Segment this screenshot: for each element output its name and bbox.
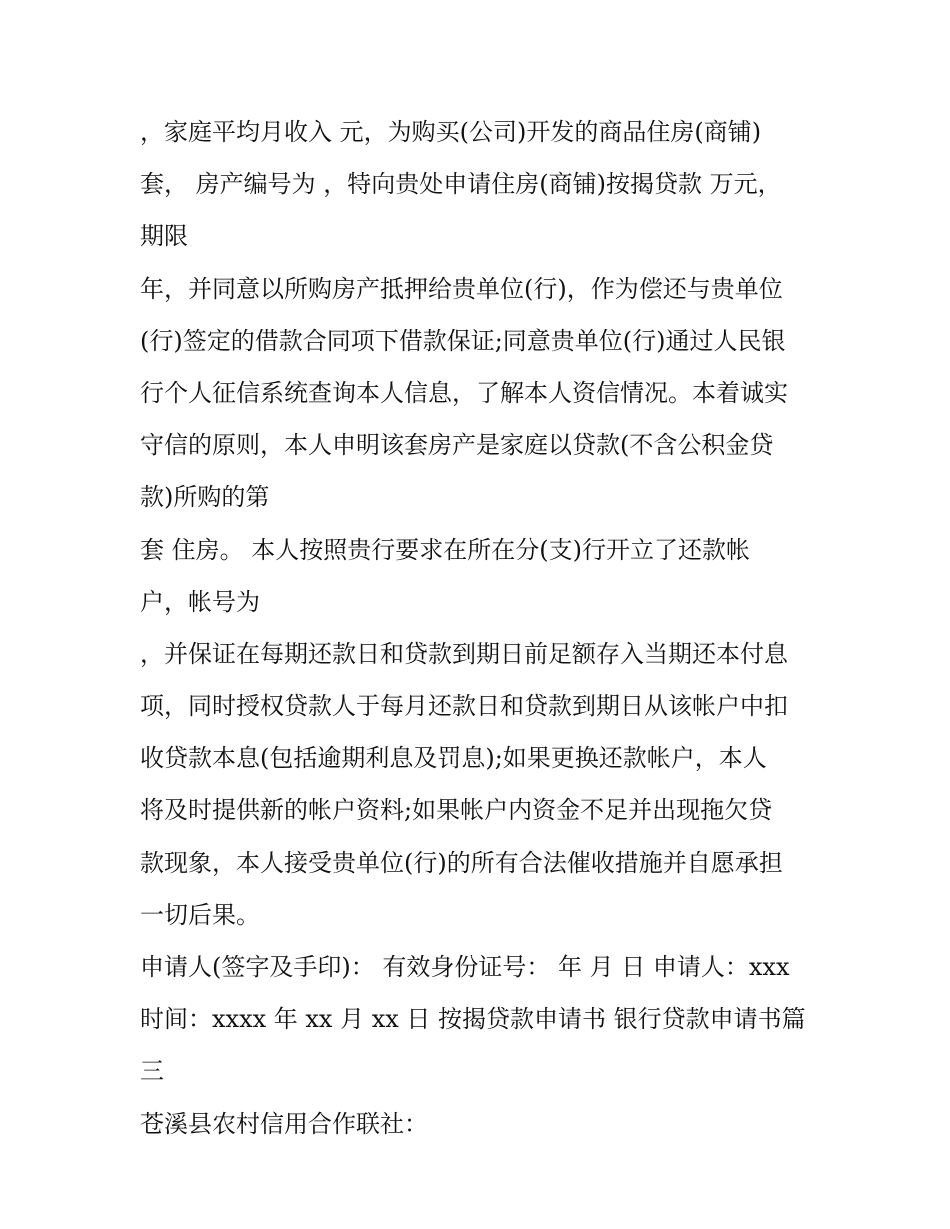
section-number: 三	[140, 1057, 164, 1086]
addressee: 苍溪县农村信用合作联社：	[140, 1109, 428, 1138]
date-title-line: 时间：xxxx 年 xx 月 xx 日 按揭贷款申请书 银行贷款申请书篇	[140, 1005, 806, 1034]
text-line: 期限	[140, 222, 188, 251]
text-line: (行)签定的借款合同项下借款保证;同意贵单位(行)通过人民银	[140, 326, 786, 355]
text-line: ，家庭平均月收入 元，为购买(公司)开发的商品住房(商铺)	[140, 118, 762, 146]
text-line: 项，同时授权贷款人于每月还款日和贷款到期日从该帐户中扣	[140, 692, 788, 721]
applicant-signature-line: 申请人(签字及手印)： 有效身份证号： 年 月 日 申请人：xxx	[140, 953, 790, 981]
text-line: 年，并同意以所购房产抵押给贵单位(行)，作为偿还与贵单位	[140, 274, 783, 303]
text-line: 行个人征信系统查询本人信息，了解本人资信情况。本着诚实	[140, 378, 788, 407]
text-line: 套， 房产编号为 ，特向贵处申请住房(商铺)按揭贷款 万元，	[140, 170, 782, 199]
document-body	[140, 106, 830, 1150]
text-line: 一切后果。	[140, 900, 260, 929]
text-line: 款现象，本人接受贵单位(行)的所有合法催收措施并自愿承担	[140, 848, 783, 877]
text-line: ，并保证在每期还款日和贷款到期日前足额存入当期还本付息	[140, 639, 788, 668]
text-line: 将及时提供新的帐户资料;如果帐户内资金不足并出现拖欠贷	[140, 796, 773, 825]
text-line: 套 住房。 本人按照贵行要求在所在分(支)行开立了还款帐	[140, 535, 750, 564]
text-line: 收贷款本息(包括逾期利息及罚息);如果更换还款帐户，本人	[140, 744, 767, 773]
text-line: 户，帐号为	[140, 587, 260, 616]
text-line: 守信的原则，本人申明该套房产是家庭以贷款(不含公积金贷	[140, 431, 774, 460]
text-line: 款)所购的第	[140, 483, 270, 512]
